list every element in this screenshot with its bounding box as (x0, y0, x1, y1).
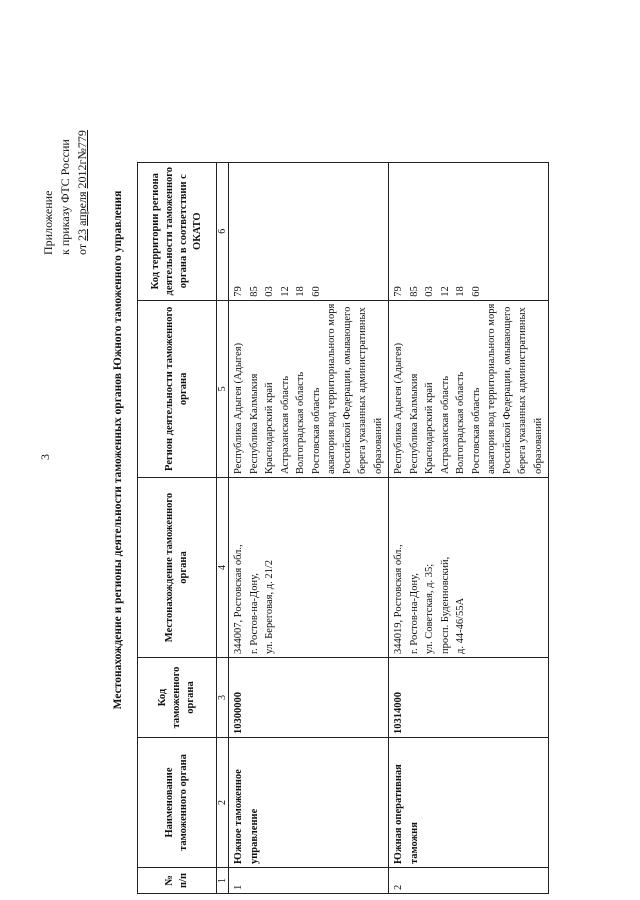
colnum-4: 4 (217, 478, 229, 658)
region-line: берега указанных административных (517, 307, 528, 474)
colnum-3: 3 (217, 658, 229, 738)
region-line: Республика Адыгея (Адыгея) (393, 342, 404, 474)
region-line: Астраханская область (439, 376, 451, 474)
location-line: ул. Советская, д. 35; (424, 563, 435, 654)
okato-line: 85 (408, 286, 420, 297)
region-line: Республика Адыгея (Адыгея) (233, 342, 244, 474)
appendix-date (74, 130, 91, 255)
colnum-6: 6 (217, 162, 229, 300)
row-okato (229, 162, 389, 300)
appendix-month: апреля (75, 191, 89, 226)
row-name (229, 738, 389, 868)
row-num: 2 (389, 868, 549, 894)
header-name: Наименование таможенного органа (138, 738, 217, 868)
location-line: г. Ростов-на-Дону, (248, 573, 260, 654)
region-line: акватория вод территориального моря (326, 303, 337, 474)
header-code: Код таможенного органа (138, 658, 217, 738)
region-line: берега указанных административных (357, 307, 368, 474)
colnum-2: 2 (217, 738, 229, 868)
table-row (389, 162, 549, 893)
region-line: Республика Калмыкия (408, 373, 420, 474)
row-regions (229, 300, 389, 477)
region-line: Российской Федерации, омывающего (501, 306, 513, 474)
appendix-block (40, 130, 91, 255)
okato-line: 12 (279, 286, 291, 297)
okato-line: 60 (310, 286, 322, 297)
row-okato (389, 162, 549, 300)
location-line: д. 44-46/55А (455, 597, 466, 654)
region-line: Волгоградская область (455, 371, 466, 474)
location-line: 344007, Ростовская обл., (233, 544, 244, 654)
okato-line: 60 (470, 286, 482, 297)
location-line: просп. Буденновский, (439, 556, 451, 654)
row-regions (389, 300, 549, 477)
name-line: управление (248, 808, 260, 864)
header-okato: Код территории региона деятельности таможенного органа в соответствии с ОКАТО (138, 162, 217, 300)
region-line: Российской Федерации, омывающего (341, 306, 353, 474)
row-location (389, 478, 549, 658)
okato-line: 03 (264, 286, 275, 297)
table-header-row (138, 162, 217, 893)
customs-table (137, 162, 549, 894)
location-line: ул. Береговая, д. 21/2 (264, 560, 275, 654)
appendix-order: к приказу ФТС России (58, 139, 72, 255)
appendix-number: №779 (75, 130, 89, 160)
name-line: Южное таможенное (233, 769, 244, 864)
okato-line: 18 (295, 286, 306, 297)
region-line: Краснодарский край (264, 382, 275, 474)
region-line: Краснодарский край (424, 382, 435, 474)
region-line: Ростовская область (310, 387, 322, 474)
location-line: 344019, Ростовская обл., (393, 544, 404, 654)
appendix-title: Приложение (41, 190, 55, 255)
appendix-date-prefix: от (75, 243, 89, 255)
region-line: образований (532, 417, 544, 474)
row-num: 1 (229, 868, 389, 894)
region-line: акватория вод территориального моря (486, 303, 497, 474)
row-name (389, 738, 549, 868)
colnum-1: 1 (217, 868, 229, 894)
location-line: г. Ростов-на-Дону, (408, 573, 420, 654)
name-line: таможня (408, 822, 420, 864)
appendix-day: 23 (75, 228, 89, 241)
row-code: 10300000 (229, 658, 389, 738)
table-row (229, 162, 389, 893)
region-line: образований (372, 417, 384, 474)
document-heading: Местонахождение и регионы деятельности таможенных органов Южного таможенного управления (112, 190, 124, 710)
region-line: Астраханская область (279, 376, 291, 474)
region-line: Республика Калмыкия (248, 373, 260, 474)
row-location (229, 478, 389, 658)
okato-line: 79 (233, 286, 244, 297)
name-line: Южная оперативная (393, 764, 404, 864)
appendix-year: 2012г (75, 159, 89, 189)
column-number-row (217, 162, 229, 893)
page-number: 3 (38, 454, 52, 460)
region-line: Волгоградская область (295, 371, 306, 474)
header-location: Местонахождение таможенного органа (138, 478, 217, 658)
okato-line: 85 (248, 286, 260, 297)
colnum-5: 5 (217, 300, 229, 477)
row-code: 10314000 (389, 658, 549, 738)
okato-line: 12 (439, 286, 451, 297)
okato-line: 18 (455, 286, 466, 297)
okato-line: 03 (424, 286, 435, 297)
okato-line: 79 (393, 286, 404, 297)
region-line: Ростовская область (470, 387, 482, 474)
header-region: Регион деятельности таможенного органа (138, 300, 217, 477)
header-num: № п/п (138, 868, 217, 894)
